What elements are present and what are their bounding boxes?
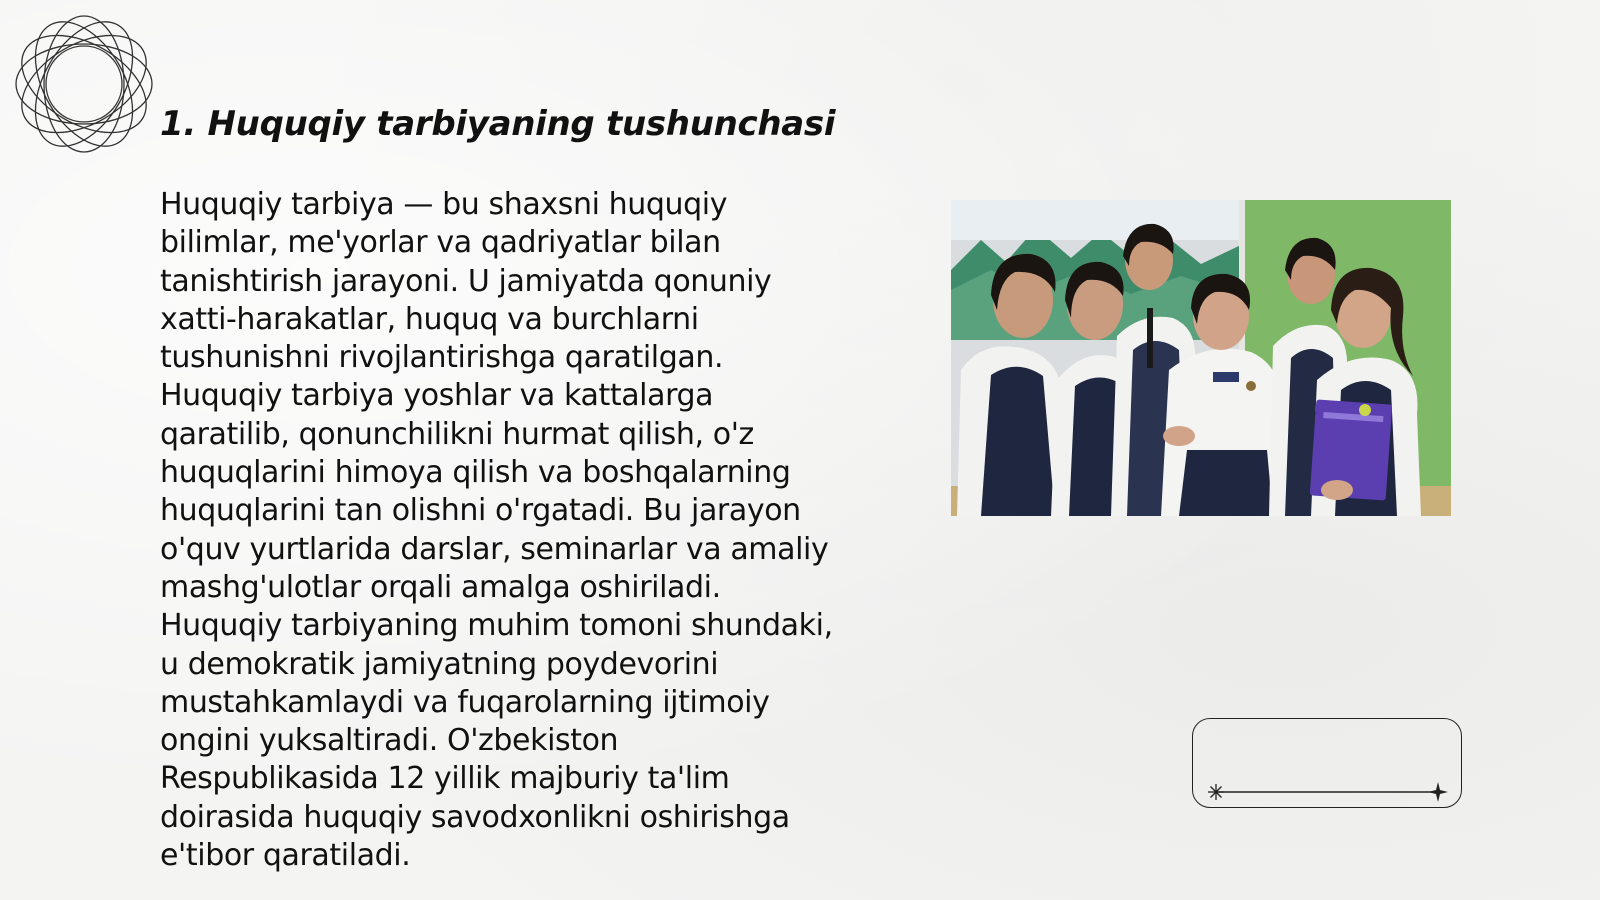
- sparkle-icon: [1208, 784, 1224, 800]
- four-point-star-icon: [1428, 782, 1448, 802]
- slide-title: 1. Huquqiy tarbiyaning tushunchasi: [160, 104, 836, 144]
- decorative-line: [1208, 782, 1448, 802]
- slide-body-text: Huquqiy tarbiya — bu shaxsni huquqiy bilimlar, me'yorlar va qadriyatlar bilan tanishtirish jarayoni. U jamiyatda qonuniy xatti-harakatlar, huquq va burchlarni tushunishni rivojlantirishga qaratilgan. Huquqiy tarbiya yoshlar va kattalarga qaratilib, qonunchilikni hurmat qilish, o'z huquqlarini himoya qilish va boshqalarning huquqlarini tan olishni o'rgatadi. Bu jarayon o'quv yurtlarida darslar, seminarlar va amaliy mashg'ulotlar orqali amalga oshiriladi. Huquqiy tarbiyaning muhim tomoni shundaki, u demokratik jamiyatning poydevorini mustahkamlaydi va fuqarolarning ijtimoiy ongini yuksaltiradi. O'zbekiston Respublikasida 12 yillik majburiy ta'lim doirasida huquqiy savodxonlikni oshirishga e'tibor qaratiladi.: [160, 187, 833, 874]
- students-photo: [951, 200, 1451, 516]
- wireframe-sphere-icon: [10, 10, 158, 158]
